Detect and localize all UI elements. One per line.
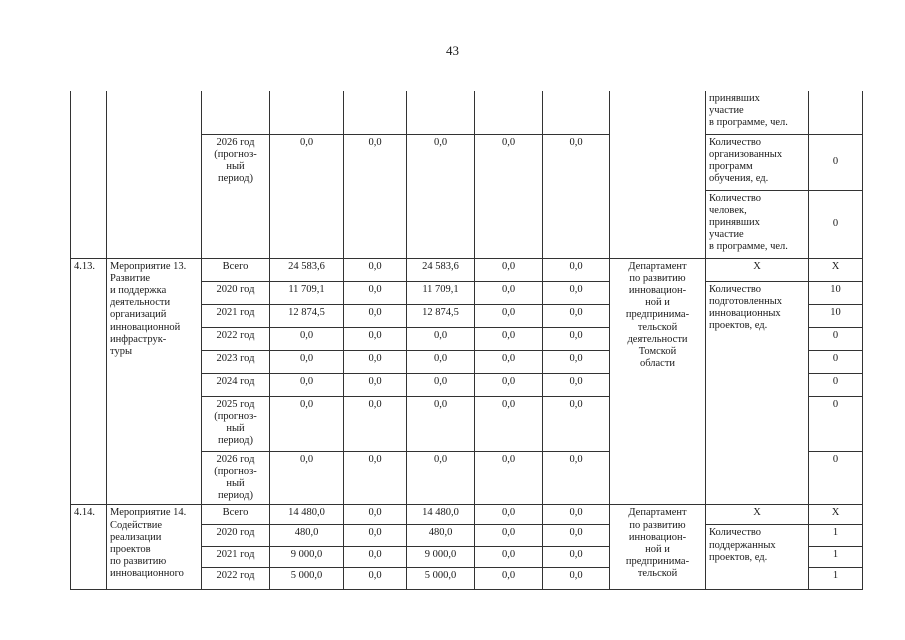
value-cell: 0,0 [407, 373, 475, 396]
value-cell: 0,0 [344, 396, 407, 451]
value-cell: 12 874,5 [407, 304, 475, 327]
value-cell: 0,0 [543, 451, 610, 505]
indicator-name: Количество человек, принявших участие в программе, чел. [706, 190, 809, 258]
indicator-value: Х [809, 505, 863, 525]
value-cell: 0,0 [344, 304, 407, 327]
value-cell: 0,0 [270, 373, 344, 396]
value-cell: 0,0 [344, 134, 407, 258]
value-cell: 0,0 [475, 304, 543, 327]
value-cell: 14 480,0 [270, 505, 344, 525]
value-cell: 0,0 [543, 134, 610, 258]
indicator-name: Количество организованных программ обучения, ед. [706, 134, 809, 190]
name-cell [107, 91, 202, 258]
year-cell: Всего [202, 505, 270, 525]
value-cell: 0,0 [344, 350, 407, 373]
page-number: 43 [446, 43, 459, 58]
value-cell: 0,0 [543, 350, 610, 373]
value-cell: 0,0 [475, 350, 543, 373]
value-cell: 11 709,1 [407, 281, 475, 304]
value-cell: 0,0 [344, 568, 407, 590]
value-cell: 0,0 [344, 505, 407, 525]
value-cell: 0,0 [475, 568, 543, 590]
value-cell: 0,0 [270, 327, 344, 350]
value-cell: 12 874,5 [270, 304, 344, 327]
value-cell: 0,0 [407, 134, 475, 258]
indicator-total: Х [706, 505, 809, 525]
value-cell: 0,0 [344, 525, 407, 547]
indicator-value: 1 [809, 568, 863, 590]
executor-cell: Департамент по развитию инновацион- ной и предпринима- тельской деятельности Томской области [610, 258, 706, 505]
value-cell: 480,0 [407, 525, 475, 547]
empty-cell [543, 91, 610, 134]
year-cell: 2020 год [202, 281, 270, 304]
year-cell: 2021 год [202, 304, 270, 327]
value-cell: 0,0 [543, 327, 610, 350]
indicator-value: 0 [809, 373, 863, 396]
value-cell: 9 000,0 [407, 547, 475, 568]
value-cell: 0,0 [543, 396, 610, 451]
value-cell: 14 480,0 [407, 505, 475, 525]
value-cell: 0,0 [344, 373, 407, 396]
year-cell: Всего [202, 258, 270, 281]
value-cell: 0,0 [475, 505, 543, 525]
value-cell: 0,0 [543, 547, 610, 568]
value-cell: 0,0 [407, 451, 475, 505]
value-cell: 0,0 [475, 258, 543, 281]
year-cell: 2026 год (прогноз- ный период) [202, 134, 270, 258]
table-body [71, 91, 863, 590]
indicator-tail: принявших участие в программе, чел. [706, 91, 809, 134]
value-cell: 0,0 [543, 258, 610, 281]
value-cell: 24 583,6 [270, 258, 344, 281]
value-cell: 0,0 [543, 568, 610, 590]
value-cell: 0,0 [475, 547, 543, 568]
indicator-value: 10 [809, 281, 863, 304]
value-cell: 480,0 [270, 525, 344, 547]
value-cell: 0,0 [344, 258, 407, 281]
value-cell: 0,0 [475, 373, 543, 396]
value-cell: 5 000,0 [407, 568, 475, 590]
indicator-value: 0 [809, 134, 863, 190]
indicator-name: Количество подготовленных инновационных проектов, ед. [706, 281, 809, 505]
name-cell: Мероприятие 14. Содействие реализации проектов по развитию инновационного [107, 505, 202, 590]
value-cell: 0,0 [475, 525, 543, 547]
table-row [71, 258, 863, 281]
indicator-value [809, 91, 863, 134]
year-cell: 2024 год [202, 373, 270, 396]
value-cell: 0,0 [344, 281, 407, 304]
table-row [71, 91, 863, 134]
indicator-value: 1 [809, 525, 863, 547]
value-cell: 0,0 [344, 547, 407, 568]
value-cell: 0,0 [475, 396, 543, 451]
table-row [71, 505, 863, 525]
indicator-name: Количество поддержанных проектов, ед. [706, 525, 809, 590]
value-cell: 0,0 [543, 304, 610, 327]
indicator-value: 0 [809, 396, 863, 451]
value-cell: 0,0 [475, 134, 543, 258]
value-cell: 0,0 [344, 327, 407, 350]
value-cell: 0,0 [270, 396, 344, 451]
value-cell: 0,0 [270, 451, 344, 505]
value-cell: 0,0 [344, 451, 407, 505]
empty-cell [202, 91, 270, 134]
value-cell: 0,0 [475, 327, 543, 350]
value-cell: 5 000,0 [270, 568, 344, 590]
year-cell: 2022 год [202, 327, 270, 350]
executor-cell [610, 91, 706, 258]
value-cell: 0,0 [475, 451, 543, 505]
value-cell: 0,0 [270, 350, 344, 373]
indicator-value: 0 [809, 327, 863, 350]
indicator-value: 0 [809, 451, 863, 505]
indicator-value: Х [809, 258, 863, 281]
value-cell: 0,0 [407, 327, 475, 350]
value-cell: 0,0 [543, 281, 610, 304]
value-cell: 0,0 [270, 134, 344, 258]
empty-cell [270, 91, 344, 134]
value-cell: 0,0 [543, 505, 610, 525]
program-table [70, 91, 863, 590]
empty-cell [475, 91, 543, 134]
value-cell: 0,0 [543, 525, 610, 547]
indicator-value: 0 [809, 350, 863, 373]
indicator-value: 1 [809, 547, 863, 568]
indicator-value: 0 [809, 190, 863, 258]
value-cell: 0,0 [543, 373, 610, 396]
value-cell: 24 583,6 [407, 258, 475, 281]
num-cell: 4.13. [71, 258, 107, 505]
year-cell: 2021 год [202, 547, 270, 568]
name-cell: Мероприятие 13. Развитие и поддержка деятельности организаций инновационной инфраструк- туры [107, 258, 202, 505]
num-cell: 4.14. [71, 505, 107, 590]
year-cell: 2023 год [202, 350, 270, 373]
value-cell: 9 000,0 [270, 547, 344, 568]
value-cell: 11 709,1 [270, 281, 344, 304]
empty-cell [407, 91, 475, 134]
year-cell: 2022 год [202, 568, 270, 590]
value-cell: 0,0 [407, 396, 475, 451]
year-cell: 2020 год [202, 525, 270, 547]
year-cell: 2025 год (прогноз- ный период) [202, 396, 270, 451]
year-cell: 2026 год (прогноз- ный период) [202, 451, 270, 505]
empty-cell [344, 91, 407, 134]
num-cell [71, 91, 107, 258]
value-cell: 0,0 [475, 281, 543, 304]
indicator-value: 10 [809, 304, 863, 327]
executor-cell: Департамент по развитию инновацион- ной и предпринима- тельской [610, 505, 706, 590]
indicator-total: Х [706, 258, 809, 281]
value-cell: 0,0 [407, 350, 475, 373]
